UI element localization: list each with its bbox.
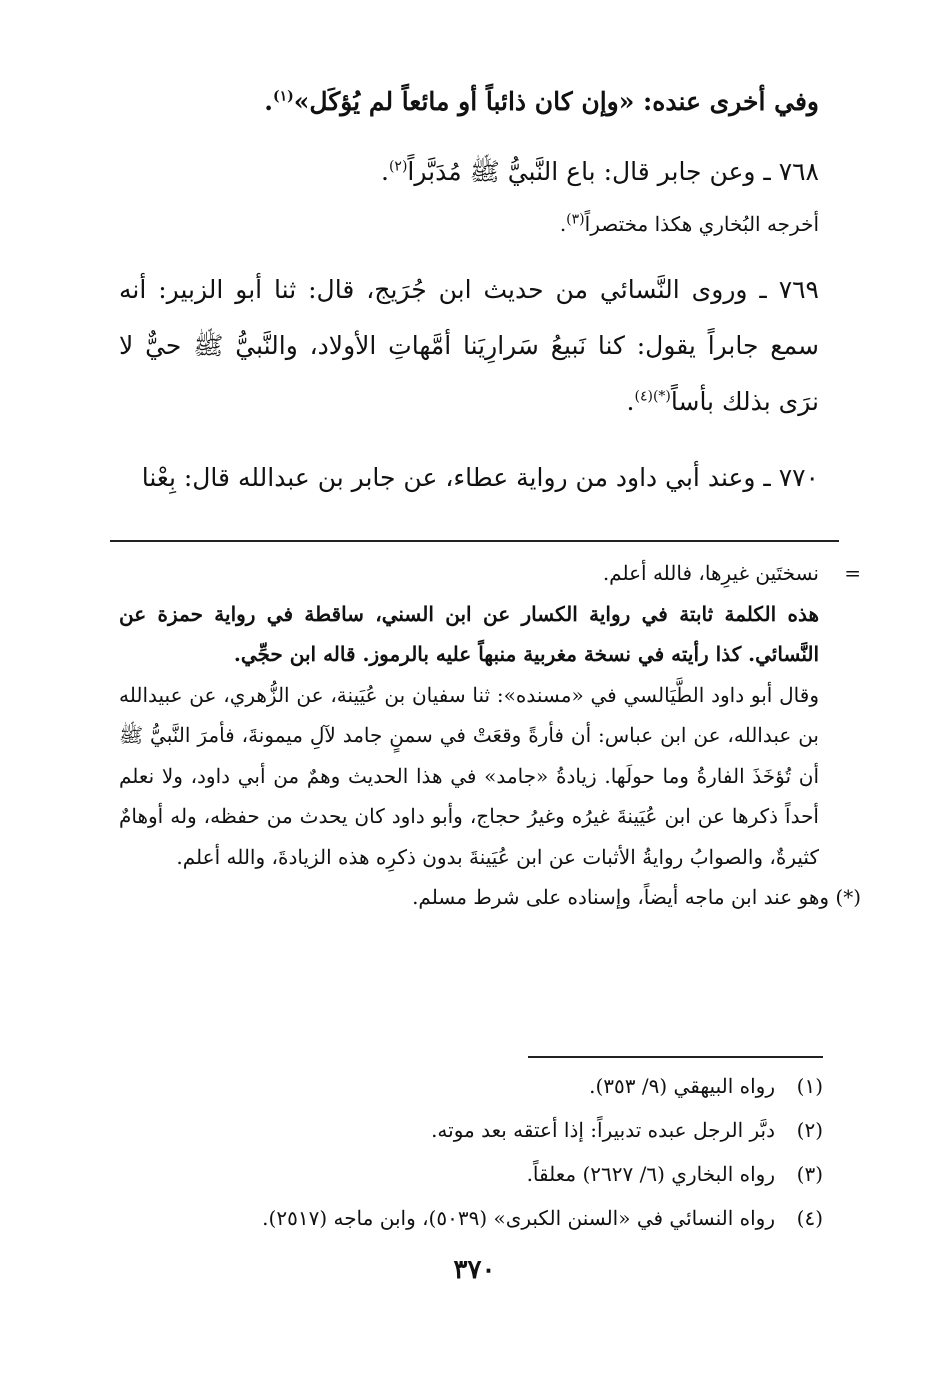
footnote-ref-1[interactable]: (١): [273, 88, 294, 105]
notes-paragraph: وقال أبو داود الطَّيَالسي في «مسنده»: ثنا سفيان بن عُيَينة، عن الزُّهري، عن عبيدالله بن عبدالله، عن ابن عباس: أن فأرةً وقعَتْ في سمنٍ جامد لآلِ ميمونةَ، فأمرَ النَّبيُّ ﷺ أن تُؤخَذَ الفارةُ وما حولَها. زيادةُ «جامد» في هذا الحديث وهمٌ من أبي داود، ولا نعلم أحداً ذكرها عن ابن عُيَينةَ غيرُه وغيرُ حجاج، وأبو داود كان يحدث من حفظه، وله أوهامٌ كثيرةٌ، والصوابُ روايةُ الأثبات عن ابن عُيَينةَ بدون ذكرِه هذه الزيادةَ، والله أعلم.: [119, 682, 819, 869]
footnote-text: رواه البخاري (٦/ ٢٦٢٧) معلقاً.: [526, 1162, 775, 1186]
star-text: وهو عند ابن ماجه أيضاً، وإسناده على شرط مسلم.: [412, 885, 830, 909]
hadith-770: [119, 444, 819, 512]
footnote-1: [123, 1064, 823, 1108]
page-number: ٣٧٠: [453, 1255, 496, 1285]
footnote-text: رواه النسائي في «السنن الكبرى» (٥٠٣٩)، وابن ماجه (٢٥١٧).: [262, 1206, 775, 1230]
editor-notes: [119, 553, 861, 918]
footnote-ref-2[interactable]: (٢): [388, 158, 408, 175]
punct: .: [559, 212, 567, 236]
hadith-770-text: ٧٧٠ ـ وعند أبي داود من رواية عطاء، عن جابر بن عبدالله قال: بِعْنا: [141, 463, 819, 492]
separator-line: [110, 540, 839, 542]
hadith-768-text: ٧٦٨ ـ وعن جابر قال: باع النَّبيُّ ﷺ مُدَبَّراً: [407, 157, 819, 186]
footnote-text: دبَّر الرجل عبده تدبيراً: إذا أعتقه بعد موته.: [431, 1118, 775, 1142]
punct: .: [380, 157, 389, 186]
quote-text: وفي أخرى عنده: «وإن كان ذائباً أو مائعاً لم يُؤكَل»: [293, 87, 819, 116]
main-line-1: [119, 68, 819, 136]
footnote-2: [123, 1108, 823, 1152]
footnote-num: (٣): [796, 1162, 823, 1186]
footnote-num: (١): [796, 1074, 823, 1098]
punct: .: [264, 87, 274, 116]
footnote-ref-3[interactable]: (٣): [566, 211, 585, 228]
hadith-768-note: [119, 200, 819, 248]
continuation-marker: =: [844, 561, 861, 585]
star-marker: (*): [835, 885, 861, 909]
hadith-768-note-text: أخرجه البُخاري هكذا مختصراً: [584, 212, 819, 236]
notes-star-line: [119, 877, 861, 918]
notes-line-1: نسختَين غيرِها، فالله أعلم.: [602, 561, 819, 585]
footnote-ref-4[interactable]: (*)(٤): [634, 388, 671, 405]
notes-bold-paragraph: هذه الكلمة ثابتة في رواية الكسار عن ابن السني، ساقطة في رواية حمزة عن النَّسائي. كذا رأيته في نسخة مغربية منبهاً عليه بالرموز. قاله ابن حجِّي.: [119, 601, 819, 666]
hadith-769-text: ٧٦٩ ـ وروى النَّسائي من حديث ابن جُرَيج، قال: ثنا أبو الزبير: أنه سمع جابراً يقول: كنا نَبيعُ سَرارِيَنا أمَّهاتِ الأولاد، والنَّبيُّ ﷺ حيٌّ لا نرَى بذلك بأساً: [119, 275, 819, 416]
punct: .: [626, 387, 635, 416]
footnote-separator: [528, 1056, 823, 1058]
footnotes: [123, 1064, 823, 1240]
main-text: [119, 68, 819, 512]
footnote-text: رواه البيهقي (٩/ ٣٥٣).: [589, 1074, 775, 1098]
footnote-num: (٤): [796, 1206, 823, 1230]
footnote-4: [123, 1196, 823, 1240]
hadith-769: [119, 262, 819, 430]
footnote-3: [123, 1152, 823, 1196]
hadith-768: [119, 138, 819, 206]
footnote-num: (٢): [796, 1118, 823, 1142]
